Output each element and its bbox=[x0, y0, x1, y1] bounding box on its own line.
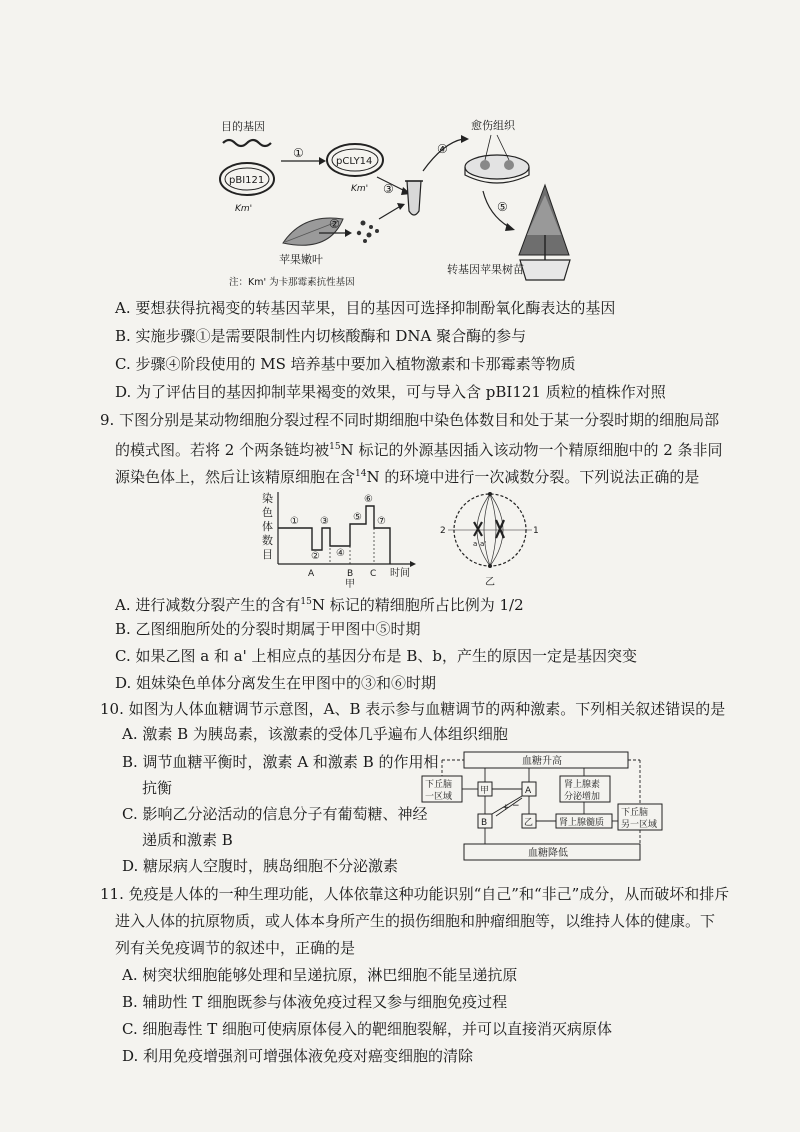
q11-option-c: C. 细胞毒性 T 细胞可使病原体侵入的靶细胞裂解，并可以直接消灭病原体 bbox=[122, 1020, 613, 1038]
svg-text:A: A bbox=[308, 569, 315, 579]
q11-option-b: B. 辅助性 T 细胞既参与体液免疫过程又参与细胞免疫过程 bbox=[122, 993, 508, 1011]
test-tube bbox=[407, 181, 421, 215]
step-1-label: ① bbox=[293, 146, 304, 160]
q9-option-b: B. 乙图细胞所处的分裂时期属于甲图中⑤时期 bbox=[115, 620, 421, 638]
adrenaline-a: 肾上腺素 bbox=[564, 780, 601, 790]
minus-sign: − bbox=[512, 801, 520, 811]
q8-option-c: C. 步骤④阶段使用的 MS 培养基中要加入植物激素和卡那霉素等物质 bbox=[115, 355, 576, 373]
fig9-chromosome-chart bbox=[260, 488, 440, 588]
q11-option-d: D. 利用免疫增强剂可增强体液免疫对癌变细胞的清除 bbox=[122, 1047, 474, 1065]
q10-option-c-line1: C. 影响乙分泌活动的信息分子有葡萄糖、神经 bbox=[122, 805, 428, 823]
yi-label: 乙 bbox=[524, 818, 534, 828]
svg-text:⑤: ⑤ bbox=[353, 512, 362, 523]
hypothalamus-1-a: 下丘脑 bbox=[425, 780, 453, 790]
svg-text:目: 目 bbox=[262, 548, 273, 561]
b-label: B bbox=[481, 818, 488, 828]
svg-text:①: ① bbox=[290, 516, 299, 527]
dispersed-cells bbox=[357, 221, 379, 244]
q10-option-b-line2: 抗衡 bbox=[142, 779, 173, 797]
petri-dish bbox=[465, 155, 529, 179]
target-gene-label: 目的基因 bbox=[221, 120, 265, 133]
plasmid-pcly14-label: pCLY14 bbox=[336, 156, 373, 167]
svg-text:染: 染 bbox=[262, 492, 273, 505]
jia-label: 甲 bbox=[480, 786, 490, 796]
seedling-label: 转基因苹果树苗 bbox=[447, 263, 524, 276]
hypothalamus-2-a: 下丘脑 bbox=[621, 808, 649, 818]
chromosomes bbox=[474, 520, 504, 538]
cell-label-a: a bbox=[473, 540, 478, 548]
chromosome-count-line bbox=[278, 506, 390, 564]
plus-sign: + bbox=[502, 803, 510, 813]
step-2-label: ② bbox=[329, 217, 340, 231]
svg-text:⑦: ⑦ bbox=[377, 516, 386, 527]
transgenic-seedling bbox=[519, 185, 570, 280]
q9-option-c: C. 如果乙图 a 和 a' 上相应点的基因分布是 B、b，产生的原因一定是基因突变 bbox=[115, 647, 637, 665]
phase-labels bbox=[308, 569, 376, 579]
caption-yi: 乙 bbox=[485, 577, 495, 588]
hypothalamus-2-b: 另一区域 bbox=[621, 820, 658, 830]
q11-option-a: A. 树突状细胞能够处理和呈递抗原，淋巴细胞不能呈递抗原 bbox=[122, 966, 518, 984]
q9-stem-line3: 源染色体上，然后让该精原细胞在含$^{14}$N 的环境中进行一次减数分裂。下列说法正确的是 bbox=[115, 468, 700, 486]
svg-text:⑥: ⑥ bbox=[364, 494, 373, 505]
step-4-label: ④ bbox=[437, 142, 448, 156]
x-axis-label: 时间 bbox=[390, 568, 410, 579]
svg-text:③: ③ bbox=[320, 516, 329, 527]
q9-stem-line1: 9. 下图分别是某动物细胞分裂过程不同时期细胞中染色体数目和处于某一分裂时期的细胞局部 bbox=[100, 411, 720, 429]
fig9-cell-diagram bbox=[440, 488, 540, 588]
callus-label: 愈伤组织 bbox=[471, 119, 515, 132]
svg-text:④: ④ bbox=[336, 548, 345, 559]
q9-stem-line2: 的模式图。若将 2 个两条链均被$^{15}$N 标记的外源基因插入该动物一个精原细胞中的 2 条非同 bbox=[115, 441, 723, 459]
target-gene-wave bbox=[223, 140, 271, 146]
step-5-label: ⑤ bbox=[497, 200, 508, 214]
q10-option-a: A. 激素 B 为胰岛素，该激素的受体几乎遍布人体组织细胞 bbox=[122, 725, 508, 743]
leaf-label: 苹果嫩叶 bbox=[279, 253, 323, 266]
gene-transfer-diagram bbox=[215, 115, 580, 290]
q11-stem-line1: 11. 免疫是人体的一种生理功能，人体依靠这种功能识别“自己”和“非己”成分，从而破坏和排斥 bbox=[100, 885, 730, 903]
km-label-1: Km' bbox=[235, 204, 253, 214]
svg-text:体: 体 bbox=[262, 520, 273, 533]
cell-label-2: 2 bbox=[440, 526, 446, 536]
q8-option-b: B. 实施步骤①是需要限制性内切核酸酶和 DNA 聚合酶的参与 bbox=[115, 327, 527, 345]
q10-option-d: D. 糖尿病人空腹时，胰岛细胞不分泌激素 bbox=[122, 857, 399, 875]
q9-option-a: A. 进行减数分裂产生的含有$^{15}$N 标记的精细胞所占比例为 1/2 bbox=[115, 596, 524, 614]
svg-text:②: ② bbox=[311, 551, 320, 562]
q8-option-d: D. 为了评估目的基因抑制苹果褐变的效果，可与导入含 pBI121 质粒的植株作对照 bbox=[115, 383, 666, 401]
a-label: A bbox=[525, 786, 532, 796]
q11-stem-line3: 列有关免疫调节的叙述中，正确的是 bbox=[115, 939, 356, 957]
q10-option-b-line1: B. 调节血糖平衡时，激素 A 和激素 B 的作用相 bbox=[122, 753, 439, 771]
plasmid-pbi121-label: pBI121 bbox=[229, 175, 265, 186]
svg-text:数: 数 bbox=[262, 534, 273, 547]
km-label-2: Km' bbox=[351, 184, 369, 194]
fig10-blood-sugar-diagram bbox=[418, 748, 690, 866]
q8-option-a: A. 要想获得抗褐变的转基因苹果，目的基因可选择抑制酚氧化酶表达的基因 bbox=[115, 299, 616, 317]
drop-label: 血糖降低 bbox=[528, 848, 568, 859]
svg-text:色: 色 bbox=[262, 506, 273, 519]
medulla-label: 肾上腺髓质 bbox=[559, 818, 605, 828]
note-text: 注：Km' 为卡那霉素抗性基因 bbox=[229, 277, 355, 288]
q9-option-d: D. 姐妹染色单体分离发生在甲图中的③和⑥时期 bbox=[115, 674, 437, 692]
q11-stem-line2: 进入人体的抗原物质，或人体本身所产生的损伤细胞和肿瘤细胞等，以维持人体的健康。下 bbox=[115, 912, 716, 930]
step-3-label: ③ bbox=[383, 182, 394, 196]
cell-label-a-prime: a' bbox=[480, 540, 487, 548]
svg-text:C: C bbox=[370, 569, 377, 579]
rise-label: 血糖升高 bbox=[522, 756, 562, 767]
y-axis-label bbox=[262, 491, 273, 561]
q10-stem: 10. 如图为人体血糖调节示意图，A、B 表示参与血糖调节的两种激素。下列相关叙述错误的是 bbox=[100, 700, 726, 718]
caption-jia: 甲 bbox=[345, 579, 355, 588]
hypothalamus-1-b: 一区域 bbox=[425, 792, 453, 802]
adrenaline-b: 分泌增加 bbox=[564, 792, 601, 802]
svg-text:B: B bbox=[347, 569, 354, 579]
q10-option-c-line2: 递质和激素 B bbox=[142, 831, 233, 849]
cell-label-1: 1 bbox=[533, 526, 539, 536]
